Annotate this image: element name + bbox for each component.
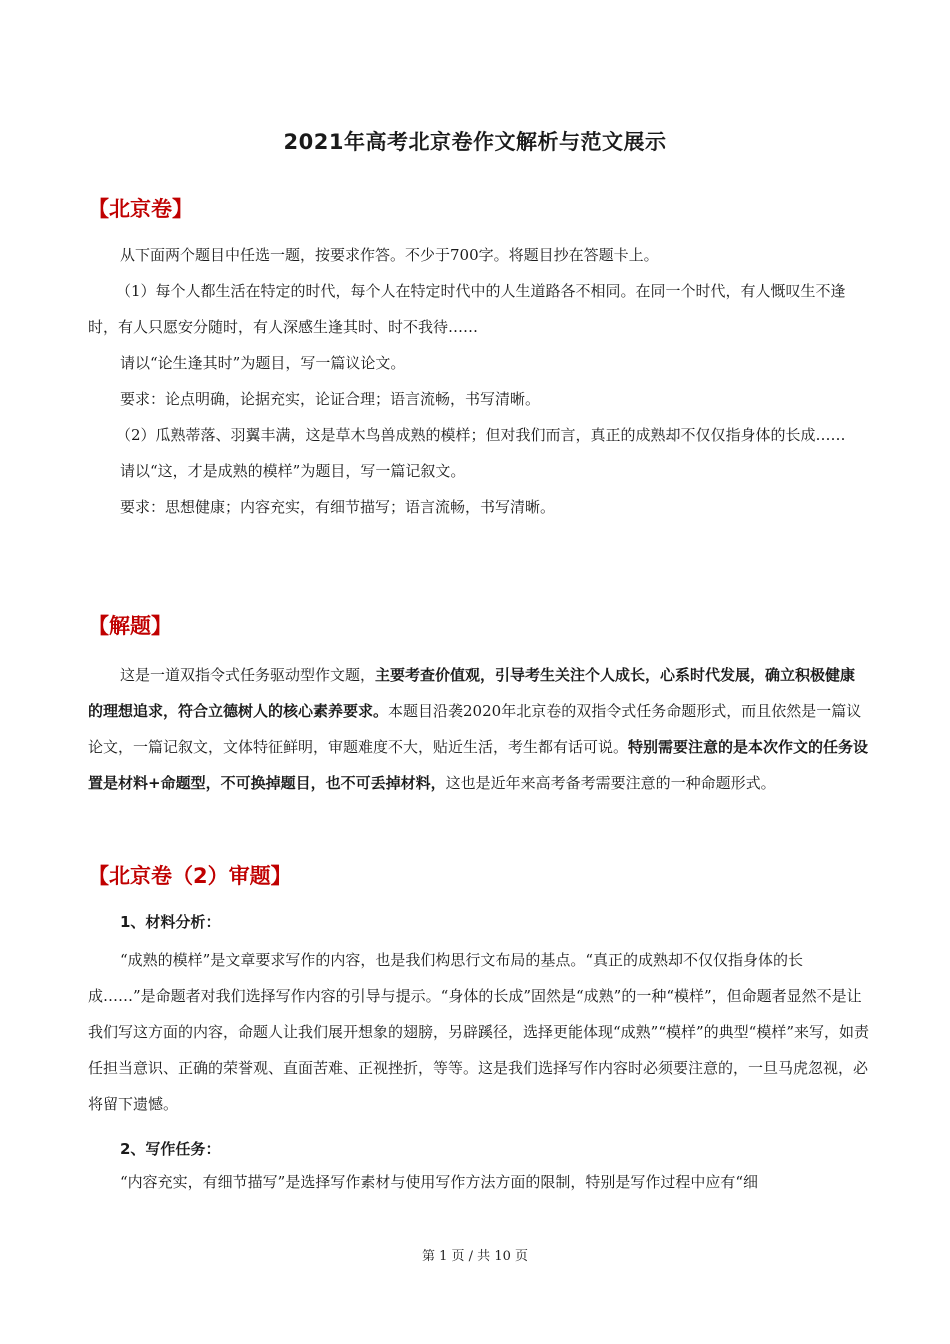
paragraph-topic-2: （2）瓜熟蒂落、羽翼丰满，这是草木鸟兽成熟的模样；但对我们而言，真正的成熟却不仅仅指身体的长成……: [116, 426, 846, 444]
section-heading-review: 【北京卷（2）审题】: [88, 864, 292, 888]
analysis-text-1: 这是一道双指令式任务驱动型作文题，: [120, 666, 376, 684]
section-heading-beijing: 【北京卷】: [88, 197, 193, 221]
section-review-body-2: [88, 1164, 870, 1200]
page-footer: 第 1 页 / 共 10 页: [422, 1249, 528, 1264]
section-analysis-body: [88, 657, 870, 801]
section-review-body-1: [88, 942, 870, 1122]
section-heading-analysis: 【解题】: [88, 614, 172, 638]
section-beijing-body: [88, 237, 870, 525]
paragraph-writing-task: “内容充实，有细节描写”是选择写作素材与使用写作方法方面的限制，特别是写作过程中应有“细: [120, 1173, 759, 1191]
analysis-bold-2: 特别需要注意的是本次作文的任务设置是材料+命题型，不可换掉题目，也不可丢掉材料，: [88, 738, 869, 792]
analysis-text-2: 本题目沿袭2020年北京卷的双指令式任务命题形式，而且依然是一篇议论文，一篇记叙文，文体特征鲜明，审题难度不大，贴近生活，考生都有话可说。: [88, 702, 862, 756]
analysis-bold-1: 主要考查价值观，引导考生关注个人成长，心系时代发展，确立积极健康的理想追求，符合立德树人的核心素养要求。: [88, 666, 856, 720]
paragraph-topic-1: （1）每个人都生活在特定的时代，每个人在特定时代中的人生道路各不相同。在同一个时代，有人慨叹生不逢时，有人只愿安分随时，有人深感生逢其时、时不我待……: [88, 282, 846, 336]
document-title: 2021年高考北京卷作文解析与范文展示: [283, 130, 667, 154]
paragraph-material-analysis: “成熟的模样”是文章要求写作的内容，也是我们构思行文布局的基点。“真正的成熟却不仅仅指身体的长成……”是命题者对我们选择写作内容的引导与提示。“身体的长成”固然是“成熟”的一种“模样”，但命题者显然不是让我们写这方面的内容，命题人让我们展开想象的翅膀，另辟蹊径，选择更能体现“成熟”“模样”的典型“模样”来写，如责任担当意识、正确的荣誉观、直面苦难、正视挫折，等等。这是我们选择写作内容时必须要注意的，一旦马虎忽视，必将留下遗憾。: [88, 951, 870, 1113]
paragraph-instruction: 从下面两个题目中任选一题，按要求作答。不少于700字。将题目抄在答题卡上。: [120, 246, 659, 264]
paragraph-topic-2-title: 请以“这，才是成熟的模样”为题目，写一篇记叙文。: [120, 462, 466, 480]
paragraph-topic-1-title: 请以“论生逢其时”为题目，写一篇议论文。: [120, 354, 406, 372]
paragraph-analysis: [88, 657, 870, 801]
paragraph-topic-2-requirements: 要求：思想健康；内容充实，有细节描写；语言流畅，书写清晰。: [120, 498, 556, 516]
subheading-writing-task: 2、写作任务：: [120, 1140, 221, 1158]
subheading-material-analysis: 1、材料分析：: [120, 913, 221, 931]
analysis-text-3: 这也是近年来高考备考需要注意的一种命题形式。: [445, 774, 776, 792]
paragraph-topic-1-requirements: 要求：论点明确，论据充实，论证合理；语言流畅，书写清晰。: [120, 390, 541, 408]
